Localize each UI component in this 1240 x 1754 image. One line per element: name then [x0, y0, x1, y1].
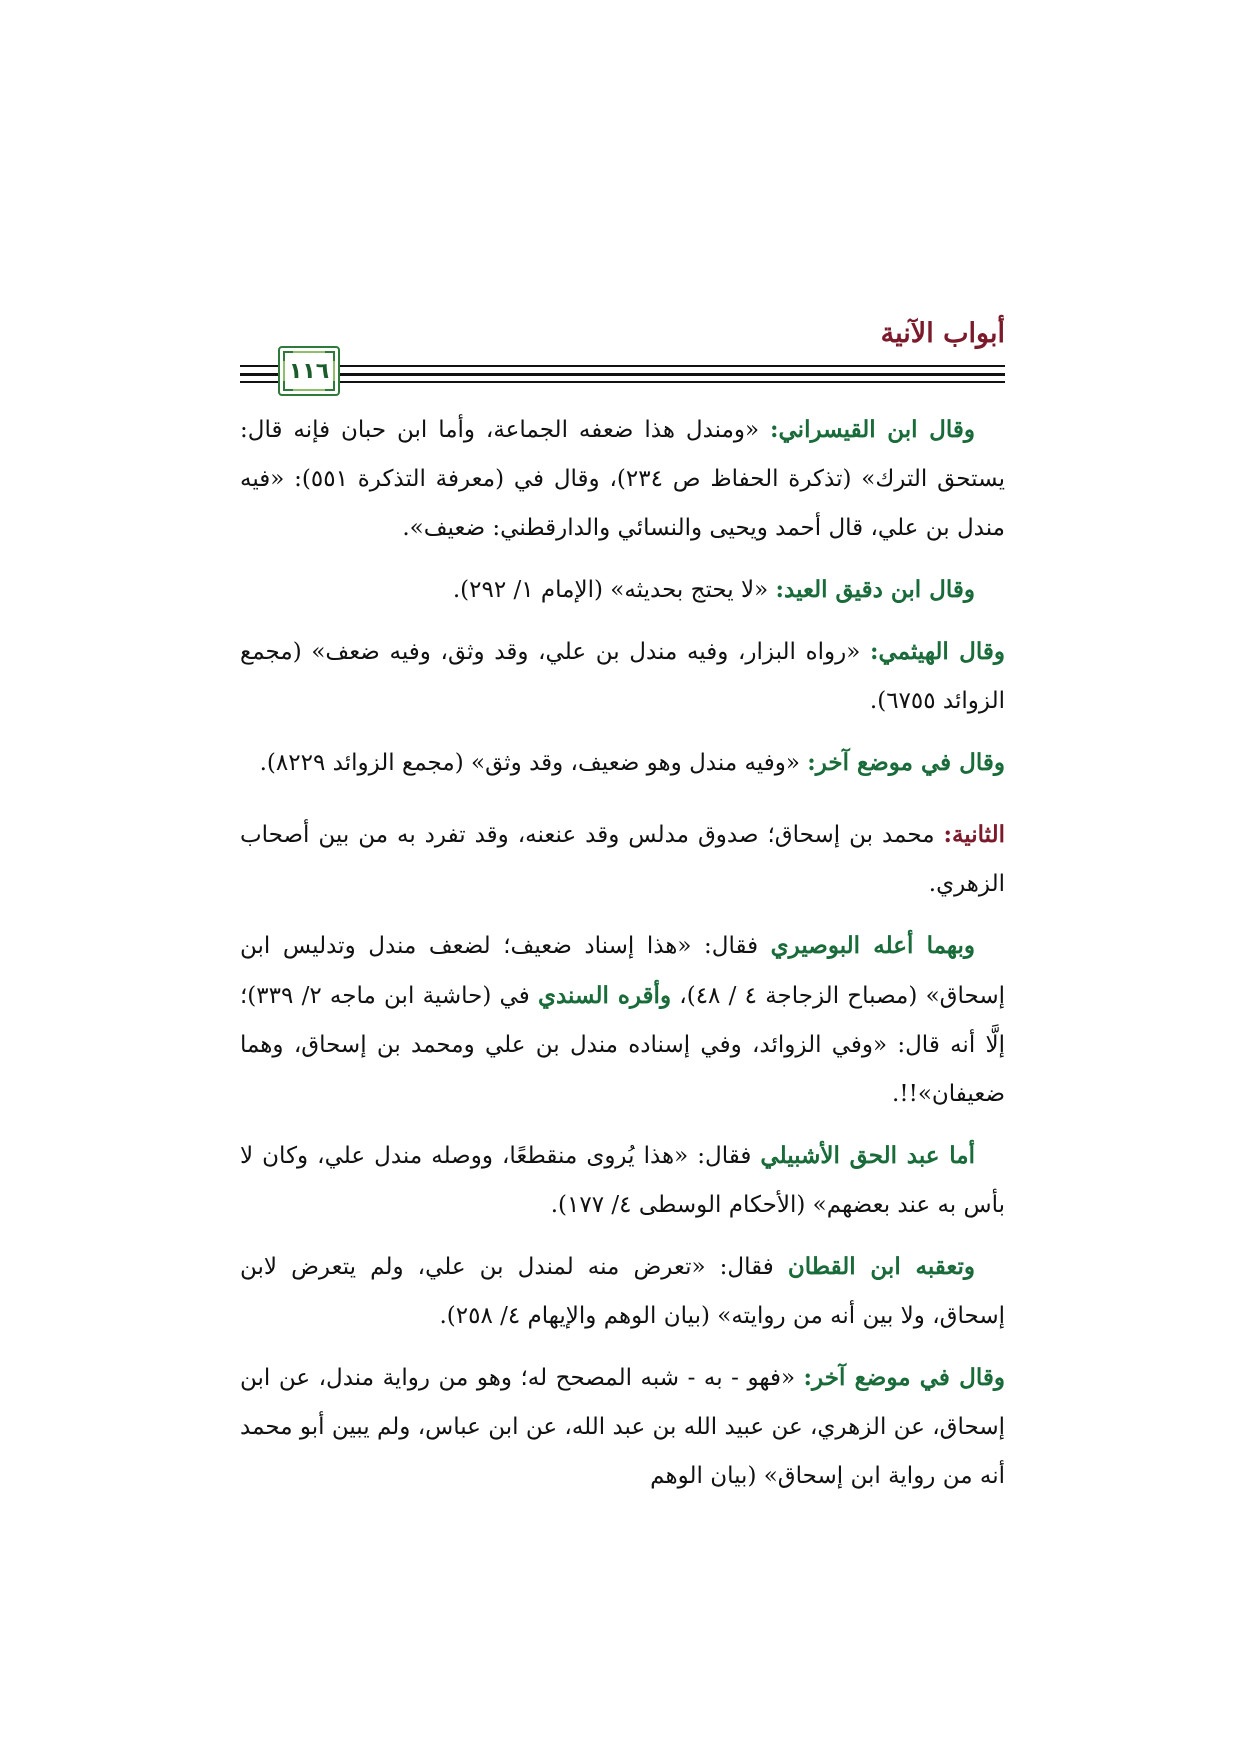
speaker-name: وقال في موضع آخر: — [807, 749, 1005, 776]
speaker-name: وقال في موضع آخر: — [803, 1364, 1005, 1391]
paragraph — [240, 810, 1005, 909]
paragraph — [240, 921, 1005, 1119]
paragraph-text: فقال: «هذا يُروى منقطعًا، ووصله مندل علي، وكان لا بأس به عند بعضهم» (الأحكام الوسطى ٤/ ١٧٧). — [240, 1143, 1005, 1218]
paragraph — [240, 1242, 1005, 1341]
speaker-name: وقال ابن القيسراني: — [770, 416, 975, 443]
paragraph — [240, 738, 1005, 788]
paragraph — [240, 1131, 1005, 1230]
header-rule — [240, 381, 1005, 383]
paragraph-text: «ومندل هذا ضعفه الجماعة، وأما ابن حبان فإنه قال: يستحق الترك» (تذكرة الحفاظ ص ٢٣٤)، وقال في (معرفة التذكرة ٥٥١): «فيه مندل بن علي، قال أحمد ويحيى والنسائي والدارقطني: ضعيف». — [240, 417, 1005, 541]
page-header — [240, 318, 1005, 388]
paragraph — [240, 627, 1005, 726]
speaker-name: وتعقبه ابن القطان — [787, 1253, 976, 1280]
paragraph-text: فقال: «تعرض منه لمندل بن علي، ولم يتعرض لابن إسحاق، ولا بين أنه من روايته» (بيان الوهم والإيهام ٤/ ٢٥٨). — [240, 1254, 1005, 1329]
paragraph-text: «فهو - به - شبه المصحح له؛ وهو من رواية مندل، عن ابن إسحاق، عن الزهري، عن عبيد الله بن عبد الله، عن ابن عباس، ولم يبين أبو محمد أنه من رواية ابن إسحاق» (بيان الوهم — [240, 1365, 1005, 1489]
paragraph — [240, 405, 1005, 553]
paragraph-text: «رواه البزار، وفيه مندل بن علي، وقد وثق، وفيه ضعف» (مجمع الزوائد ٦٧٥٥). — [240, 639, 1005, 714]
ornament-corner-icon — [283, 351, 293, 361]
chapter-title: أبواب الآنية — [880, 318, 1005, 349]
section-label: الثانية: — [943, 821, 1005, 848]
header-rule — [240, 365, 1005, 367]
main-text — [240, 405, 1005, 1513]
paragraph — [240, 565, 1005, 615]
speaker-name: وبهما أعله البوصيري — [770, 932, 975, 959]
paragraph — [240, 1353, 1005, 1501]
speaker-name: وأقره السندي — [537, 982, 672, 1009]
ornament-corner-icon — [283, 381, 293, 391]
paragraph-text: «وفيه مندل وهو ضعيف، وقد وثق» (مجمع الزوائد ٨٢٢٩). — [259, 750, 808, 776]
ornament-corner-icon — [325, 381, 335, 391]
paragraph-text: فقال: «هذا إسناد ضعيف؛ لضعف مندل وتدليس ابن إسحاق» (مصباح الزجاجة ٤ / ٤٨)، — [240, 933, 1006, 1009]
header-rule — [240, 373, 1005, 376]
paragraph-text: في (حاشية ابن ماجه ٢/ ٣٣٩)؛ إلَّا أنه قال: «وفي الزوائد، وفي إسناده مندل بن علي ومحمد بن إسحاق، وهما ضعيفان»!!. — [240, 983, 1005, 1107]
paragraph-text: محمد بن إسحاق؛ صدوق مدلس وقد عنعنه، وقد تفرد به من بين أصحاب الزهري. — [240, 822, 1005, 897]
paragraph-text: «لا يحتج بحديثه» (الإمام ١/ ٢٩٢). — [452, 577, 776, 603]
speaker-name: أما عبد الحق الأشبيلي — [760, 1142, 975, 1169]
page-number-badge — [278, 346, 340, 396]
speaker-name: وقال الهيثمي: — [869, 638, 1005, 665]
page-number: ١١٦ — [288, 358, 330, 384]
ornament-corner-icon — [325, 351, 335, 361]
speaker-name: وقال ابن دقيق العيد: — [775, 576, 975, 603]
